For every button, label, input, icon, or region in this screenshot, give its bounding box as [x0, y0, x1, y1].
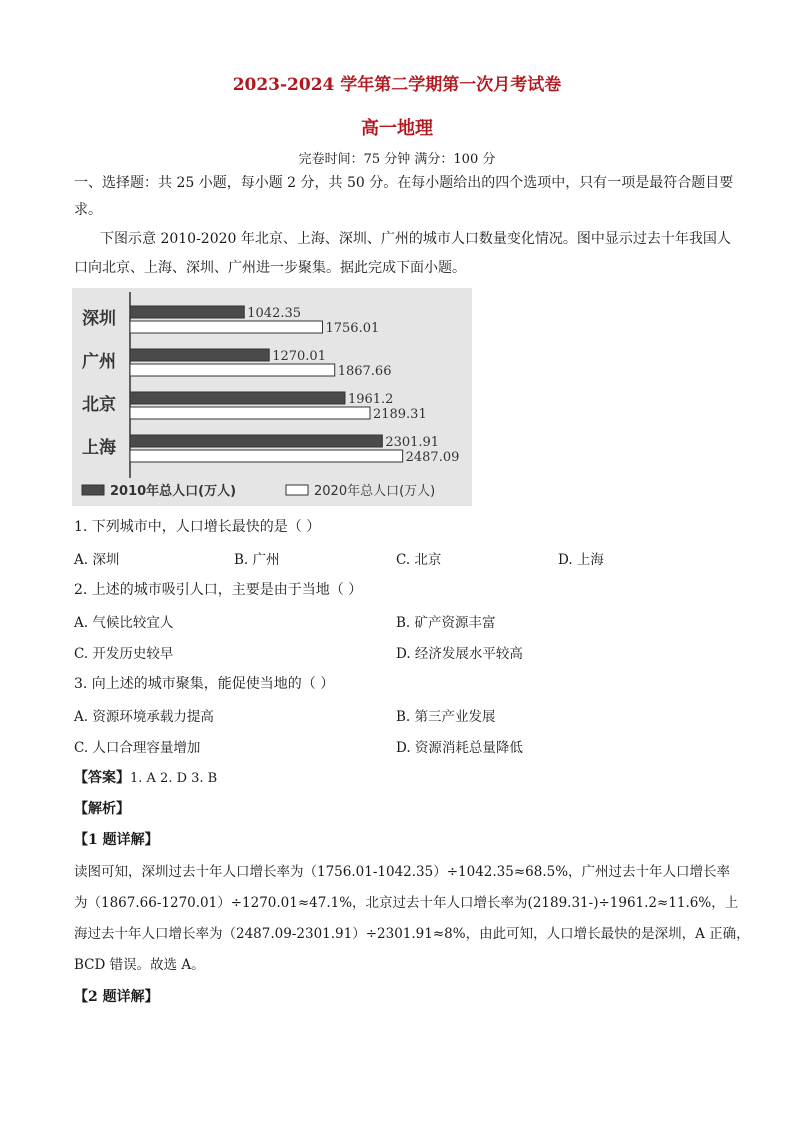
detail-2-label: 【2 题详解】	[74, 989, 159, 1005]
data-label-2020: 2189.31	[372, 407, 427, 422]
data-label-2010: 2301.91	[385, 435, 440, 450]
bar-2020	[130, 407, 370, 419]
category-label: 上海	[82, 438, 116, 458]
question-2-stem: 2. 上述的城市吸引人口，主要是由于当地（ ）	[74, 582, 363, 598]
bar-2010	[130, 435, 382, 447]
legend-swatch-2020	[286, 485, 308, 495]
section-instruction-line2: 求。	[74, 202, 102, 218]
category-label: 广州	[82, 352, 116, 372]
category-label: 深圳	[82, 309, 116, 329]
data-label-2020: 1756.01	[325, 321, 380, 336]
chart-svg	[72, 288, 472, 506]
question-1-option-a[interactable]: A. 深圳	[74, 552, 120, 568]
data-label-2020: 2487.09	[405, 450, 460, 465]
answer-row	[74, 767, 217, 787]
bar-2010	[130, 306, 244, 318]
question-2-option-b[interactable]: B. 矿产资源丰富	[396, 615, 496, 631]
intro-line2: 口向北京、上海、深圳、广州进一步聚集。据此完成下面小题。	[74, 260, 466, 276]
detail-1-line: 海过去十年人口增长率为（2487.09-2301.91）÷2301.91≈8%，由此可知，人口增长最快的是深圳，A 正确，	[74, 926, 750, 942]
bar-2010	[130, 349, 269, 361]
answer-label: 【答案】	[74, 770, 130, 786]
question-3-stem: 3. 向上述的城市聚集，能促使当地的（ ）	[74, 676, 335, 692]
detail-1-line: 读图可知，深圳过去十年人口增长率为（1756.01-1042.35）÷1042.35≈68.5%，广州过去十年人口增长率	[74, 864, 731, 880]
question-3-option-b[interactable]: B. 第三产业发展	[396, 709, 496, 725]
legend-label-2020: 2020年总人口(万人)	[314, 484, 436, 499]
data-label-2020: 1867.66	[337, 364, 392, 379]
question-1-option-d[interactable]: D. 上海	[558, 552, 604, 568]
section-instruction-line1: 一、选择题：共 25 小题，每小题 2 分，共 50 分。在每小题给出的四个选项中，只有一项是最符合题目要	[74, 175, 734, 191]
legend-swatch-2010	[82, 485, 104, 495]
question-2-option-a[interactable]: A. 气候比较宜人	[74, 615, 174, 631]
bar-2020	[130, 364, 335, 376]
data-label-2010: 1042.35	[247, 306, 302, 321]
question-2-option-c[interactable]: C. 开发历史较早	[74, 646, 174, 662]
population-bar-chart	[72, 288, 472, 506]
bar-2020	[130, 450, 403, 462]
question-3-option-a[interactable]: A. 资源环境承载力提高	[74, 709, 214, 725]
exam-title: 2023-2024 学年第二学期第一次月考试卷	[232, 75, 562, 95]
legend-label-2010: 2010年总人口(万人)	[110, 484, 237, 499]
question-1-stem: 1. 下列城市中，人口增长最快的是（ ）	[74, 519, 321, 535]
question-1-option-b[interactable]: B. 广州	[234, 552, 280, 568]
bar-2010	[130, 392, 345, 404]
detail-1-line: BCD 错误。故选 A。	[74, 957, 205, 973]
exam-subject: 高一地理	[361, 118, 433, 139]
data-label-2010: 1270.01	[272, 349, 326, 364]
exam-meta: 完卷时间：75 分钟 满分：100 分	[298, 152, 496, 167]
detail-1-line: 为（1867.66-1270.01）÷1270.01≈47.1%，北京过去十年人口增长率为(2189.31-)÷1961.2≈11.6%，上	[74, 895, 739, 911]
answer-text: 1. A 2. D 3. B	[130, 771, 218, 786]
question-3-option-d[interactable]: D. 资源消耗总量降低	[396, 740, 523, 756]
question-1-option-c[interactable]: C. 北京	[396, 552, 442, 568]
category-label: 北京	[82, 395, 116, 415]
intro-line1: 下图示意 2010-2020 年北京、上海、深圳、广州的城市人口数量变化情况。图中显示过去十年我国人	[100, 231, 731, 247]
question-2-option-d[interactable]: D. 经济发展水平较高	[396, 646, 523, 662]
question-3-option-c[interactable]: C. 人口合理容量增加	[74, 740, 201, 756]
detail-1-label: 【1 题详解】	[74, 832, 159, 848]
bar-2020	[130, 321, 322, 333]
analysis-label: 【解析】	[74, 801, 130, 817]
data-label-2010: 1961.2	[347, 392, 394, 407]
